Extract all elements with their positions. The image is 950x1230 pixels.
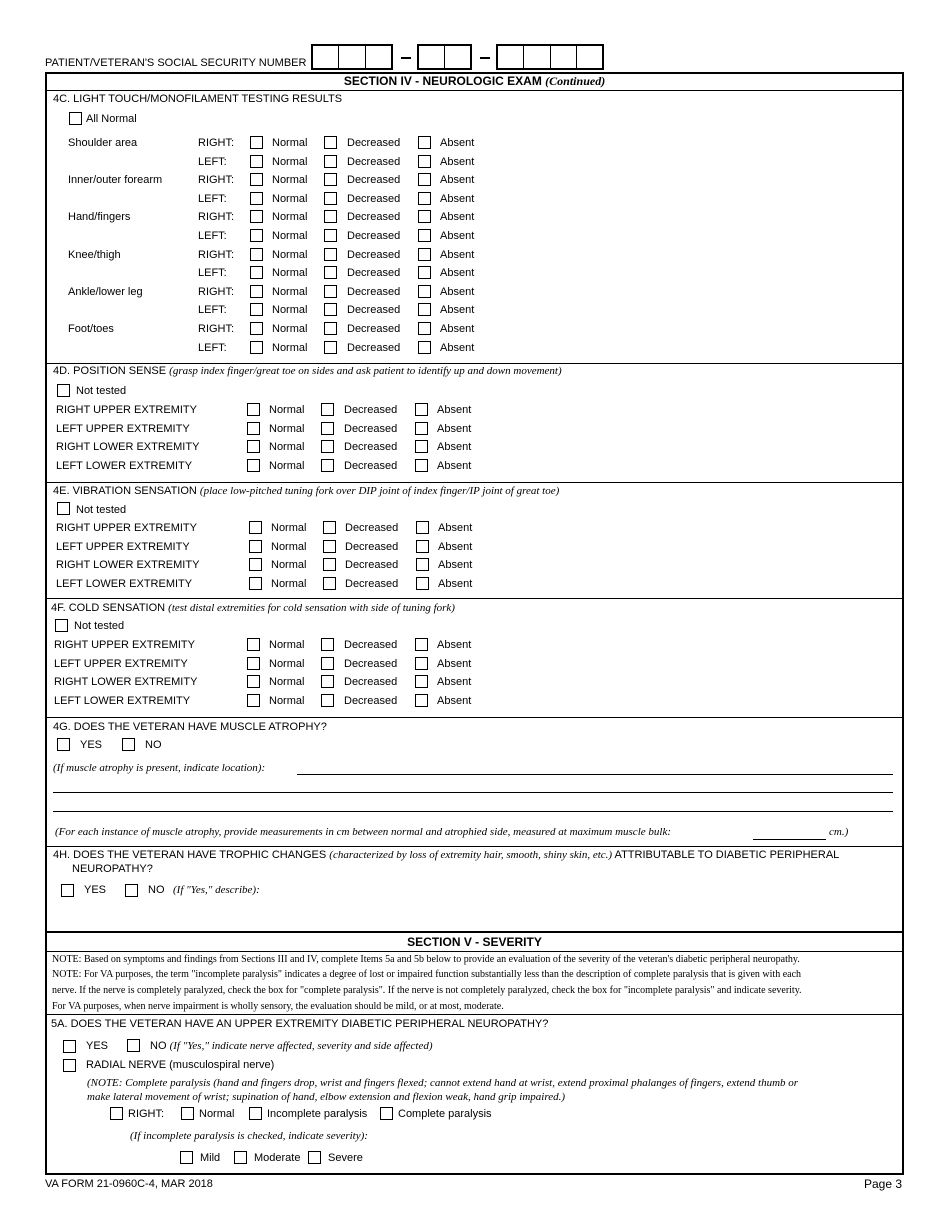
4c-area0-right-side-label: RIGHT: [198,137,235,149]
s4d-row1-decreased-checkbox[interactable] [321,422,334,435]
s4e-row3-absent-checkbox[interactable] [416,577,429,590]
severity-mild-checkbox[interactable] [180,1151,193,1164]
s4e-row1-decreased-label: Decreased [345,541,399,553]
s4e-row1-decreased-checkbox[interactable] [323,540,336,553]
4c-area5-right-decreased-checkbox[interactable] [324,322,337,335]
s4e-row1-absent-label: Absent [438,541,473,553]
4c-area3-left-normal-checkbox[interactable] [250,266,263,279]
4c-area1-left-decreased-checkbox[interactable] [324,192,337,205]
4c-area-label: Ankle/lower leg [68,286,143,298]
4c-area1-right-absent-label: Absent [440,174,475,186]
4c-area5-left-decreased-checkbox[interactable] [324,341,337,354]
section-divider [45,931,904,933]
4c-area4-right-side-label: RIGHT: [198,286,235,298]
section-v-title: SECTION V - SEVERITY [407,935,542,949]
s4d-row1-normal-checkbox[interactable] [247,422,260,435]
s4d-row2-decreased-label: Decreased [344,441,398,453]
radial-nerve-checkbox[interactable] [63,1059,76,1072]
4c-area2-right-normal-checkbox[interactable] [250,210,263,223]
severity-severe-checkbox[interactable] [308,1151,321,1164]
s4f-row0-decreased-checkbox[interactable] [321,638,334,651]
4c-area0-left-side-label: LEFT: [198,156,227,168]
4c-area4-left-decreased-label: Decreased [347,304,401,316]
severity-severe-label: Severe [328,1152,363,1164]
radial-right-incomplete-checkbox[interactable] [249,1107,262,1120]
4c-area2-right-absent-checkbox[interactable] [418,210,431,223]
4c-area4-left-normal-checkbox[interactable] [250,303,263,316]
4c-area1-left-side-label: LEFT: [198,193,227,205]
s4f-row1-decreased-checkbox[interactable] [321,657,334,670]
radial-right-complete-checkbox[interactable] [380,1107,393,1120]
ssn-part3-input[interactable] [496,44,604,70]
s4f-row1-decreased-label: Decreased [344,658,398,670]
4d-not-tested-label: Not tested [76,385,127,397]
radial-note-a: (NOTE: Complete paralysis (hand and fingers drop, wrist and fingers flexed; cannot extend hand at wrist, extend proximal phalanges of fingers, extend thumb or [87,1077,799,1089]
s4f-row1-normal-checkbox[interactable] [247,657,260,670]
radial-nerve-label: RADIAL NERVE (musculospiral nerve) [86,1059,275,1071]
4c-area5-right-decreased-label: Decreased [347,323,401,335]
4c-area5-left-side-label: LEFT: [198,342,227,354]
4c-area3-left-absent-label: Absent [440,267,475,279]
page-number: Page 3 [864,1177,903,1191]
4d-not-tested-checkbox[interactable] [57,384,70,397]
4c-area4-right-normal-checkbox[interactable] [250,285,263,298]
4g-location-input[interactable] [297,774,893,775]
4c-area5-left-absent-label: Absent [440,342,475,354]
4c-area5-left-absent-checkbox[interactable] [418,341,431,354]
s4f-row1-absent-checkbox[interactable] [415,657,428,670]
4g-no-checkbox[interactable] [122,738,135,751]
s4d-row0-absent-label: Absent [437,404,472,416]
all-normal-label: All Normal [86,113,137,125]
4c-area4-left-normal-label: Normal [272,304,308,316]
4h-title-cont: NEUROPATHY? [72,863,153,875]
4c-area4-right-decreased-label: Decreased [347,286,401,298]
s4f-row2-decreased-label: Decreased [344,676,398,688]
4g-location-input-line3[interactable] [53,811,893,812]
4c-area-label: Hand/fingers [68,211,131,223]
s4d-row3-decreased-checkbox[interactable] [321,459,334,472]
4c-area5-right-normal-label: Normal [272,323,308,335]
4c-area5-right-normal-checkbox[interactable] [250,322,263,335]
4h-title: 4H. DOES THE VETERAN HAVE TROPHIC CHANGES (characterized by loss of extremity hair, smooth, shiny skin, etc.) ATTRIBUTABLE TO DIABETIC PERIPHERAL [53,849,840,861]
radial-right-checkbox[interactable] [110,1107,123,1120]
4c-area3-right-normal-checkbox[interactable] [250,248,263,261]
4c-area3-right-absent-label: Absent [440,249,475,261]
s5-note2a: NOTE: For VA purposes, the term "incomplete paralysis" indicates a degree of lost or impaired function substantially less than the description of complete paralysis that is given with each [52,969,802,980]
4c-area-label: Knee/thigh [68,249,121,261]
4c-area4-left-absent-label: Absent [440,304,475,316]
divider [45,1014,904,1015]
4c-area5-right-absent-checkbox[interactable] [418,322,431,335]
4c-area3-right-side-label: RIGHT: [198,249,235,261]
s4d-row3-normal-label: Normal [269,460,305,472]
4c-area3-left-normal-label: Normal [272,267,308,279]
4c-area0-right-decreased-label: Decreased [347,137,401,149]
s4e-row1-normal-label: Normal [271,541,307,553]
4c-area0-right-absent-checkbox[interactable] [418,136,431,149]
4g-measure-unit: cm.) [829,826,849,838]
ssn-dash [480,57,490,59]
s4f-row3-normal-checkbox[interactable] [247,694,260,707]
4g-yes-label: YES [80,739,103,751]
radial-right-incomplete-label: Incomplete paralysis [267,1108,368,1120]
s4e-row2-decreased-label: Decreased [345,559,399,571]
s4e-row2-absent-checkbox[interactable] [416,558,429,571]
4c-area-label: Inner/outer forearm [68,174,163,186]
4c-area3-right-decreased-checkbox[interactable] [324,248,337,261]
s4e-row1-normal-checkbox[interactable] [249,540,262,553]
s4e-row-label: LEFT UPPER EXTREMITY [56,541,190,553]
5a-no-label: NO (If "Yes," indicate nerve affected, severity and side affected) [150,1040,433,1052]
4c-area1-left-normal-checkbox[interactable] [250,192,263,205]
s4f-row2-decreased-checkbox[interactable] [321,675,334,688]
s4d-row2-decreased-checkbox[interactable] [321,440,334,453]
4c-area4-right-absent-label: Absent [440,286,475,298]
radial-right-normal-label: Normal [199,1108,235,1120]
severity-mild-label: Mild [200,1152,221,1164]
s4f-row-label: LEFT LOWER EXTREMITY [54,695,191,707]
4c-area3-right-decreased-label: Decreased [347,249,401,261]
4h-yes-label: YES [84,884,107,896]
s4e-row-label: RIGHT LOWER EXTREMITY [56,559,200,571]
4g-measure-prompt: (For each instance of muscle atrophy, provide measurements in cm between normal and atrophied side, measured at maximum muscle bulk: [55,826,671,838]
4c-area2-right-absent-label: Absent [440,211,475,223]
4c-area-label: Shoulder area [68,137,138,149]
4c-area2-left-side-label: LEFT: [198,230,227,242]
4c-area3-left-decreased-checkbox[interactable] [324,266,337,279]
radial-right-complete-label: Complete paralysis [398,1108,492,1120]
4c-area1-right-normal-checkbox[interactable] [250,173,263,186]
s4e-row3-absent-label: Absent [438,578,473,590]
ssn-part2-input[interactable] [417,44,472,70]
4c-area2-left-decreased-label: Decreased [347,230,401,242]
4c-area2-right-decreased-checkbox[interactable] [324,210,337,223]
s4e-row0-normal-checkbox[interactable] [249,521,262,534]
5a-title: 5A. DOES THE VETERAN HAVE AN UPPER EXTREMITY DIABETIC PERIPHERAL NEUROPATHY? [51,1018,549,1030]
4g-location-input-line2[interactable] [53,792,893,793]
s4d-row3-normal-checkbox[interactable] [247,459,260,472]
4c-area1-right-absent-checkbox[interactable] [418,173,431,186]
4g-location-prompt: (If muscle atrophy is present, indicate location): [53,762,266,774]
s4f-row2-normal-checkbox[interactable] [247,675,260,688]
4c-area0-left-normal-checkbox[interactable] [250,155,263,168]
s4d-row-label: RIGHT LOWER EXTREMITY [56,441,200,453]
all-normal-checkbox[interactable] [69,112,82,125]
s4d-row0-normal-checkbox[interactable] [247,403,260,416]
4e-not-tested-label: Not tested [76,504,127,516]
4g-title: 4G. DOES THE VETERAN HAVE MUSCLE ATROPHY? [53,721,327,733]
ssn-label: PATIENT/VETERAN'S SOCIAL SECURITY NUMBER [45,57,307,69]
s4d-row2-normal-label: Normal [269,441,305,453]
5a-yes-checkbox[interactable] [63,1040,76,1053]
4c-area3-left-side-label: LEFT: [198,267,227,279]
4c-area1-right-side-label: RIGHT: [198,174,235,186]
s4e-row3-decreased-label: Decreased [345,578,399,590]
s4e-row0-absent-label: Absent [438,522,473,534]
4c-area5-right-side-label: RIGHT: [198,323,235,335]
4c-area1-right-decreased-label: Decreased [347,174,401,186]
4f-title: 4F. COLD SENSATION (test distal extremities for cold sensation with side of tuning fork) [51,602,455,614]
4c-area4-left-decreased-checkbox[interactable] [324,303,337,316]
4h-describe-prompt: (If "Yes," describe): [173,884,260,896]
4c-area4-left-side-label: LEFT: [198,304,227,316]
4f-not-tested-checkbox[interactable] [55,619,68,632]
4c-area4-right-decreased-checkbox[interactable] [324,285,337,298]
4c-area2-left-absent-checkbox[interactable] [418,229,431,242]
divider [45,482,904,483]
4c-area4-right-normal-label: Normal [272,286,308,298]
4c-area0-right-normal-checkbox[interactable] [250,136,263,149]
4h-no-label: NO [148,884,165,896]
s4d-row3-absent-checkbox[interactable] [415,459,428,472]
s4e-row0-decreased-checkbox[interactable] [323,521,336,534]
s4e-row-label: RIGHT UPPER EXTREMITY [56,522,197,534]
s4d-row0-decreased-label: Decreased [344,404,398,416]
s4d-row1-normal-label: Normal [269,423,305,435]
s4f-row3-decreased-checkbox[interactable] [321,694,334,707]
4c-area0-left-normal-label: Normal [272,156,308,168]
s4e-row3-decreased-checkbox[interactable] [323,577,336,590]
s4e-row3-normal-checkbox[interactable] [249,577,262,590]
s4f-row1-absent-label: Absent [437,658,472,670]
s4f-row-label: RIGHT UPPER EXTREMITY [54,639,195,651]
s4d-row0-normal-label: Normal [269,404,305,416]
s4f-row-label: RIGHT LOWER EXTREMITY [54,676,198,688]
4c-area0-left-absent-checkbox[interactable] [418,155,431,168]
4c-area5-right-absent-label: Absent [440,323,475,335]
s4e-row2-normal-label: Normal [271,559,307,571]
4c-area2-right-side-label: RIGHT: [198,211,235,223]
4c-title: 4C. LIGHT TOUCH/MONOFILAMENT TESTING RESULTS [53,93,343,105]
4c-area2-left-normal-label: Normal [272,230,308,242]
s5-note2c: For VA purposes, when nerve impairment is wholly sensory, the evaluation should be mild, or at most, moderate. [52,1001,504,1012]
5a-no-checkbox[interactable] [127,1039,140,1052]
s4f-row3-decreased-label: Decreased [344,695,398,707]
4c-area5-left-normal-label: Normal [272,342,308,354]
severity-moderate-checkbox[interactable] [234,1151,247,1164]
4c-area0-left-decreased-checkbox[interactable] [324,155,337,168]
divider [45,717,904,718]
4h-yes-checkbox[interactable] [61,884,74,897]
s4e-row2-normal-checkbox[interactable] [249,558,262,571]
4c-area0-right-normal-label: Normal [272,137,308,149]
s5-note2b: nerve. If the nerve is completely paralyzed, check the box for "complete paralysis". If the nerve is not completely paralyzed, check the box for "incomplete paralysis" and indicate severity. [52,985,802,996]
s4f-row0-decreased-label: Decreased [344,639,398,651]
radial-right-label: RIGHT: [128,1108,165,1120]
4c-area3-right-normal-label: Normal [272,249,308,261]
s5-note1: NOTE: Based on symptoms and findings from Sections III and IV, complete Items 5a and 5b below to provide an evaluation of the severity of the veteran's diabetic peripheral neuropathy. [52,954,800,965]
form-id: VA FORM 21-0960C-4, MAR 2018 [45,1178,213,1190]
s4f-row3-normal-label: Normal [269,695,305,707]
4c-area5-left-normal-checkbox[interactable] [250,341,263,354]
4c-area3-right-absent-checkbox[interactable] [418,248,431,261]
s4e-row0-absent-checkbox[interactable] [416,521,429,534]
4e-title: 4E. VIBRATION SENSATION (place low-pitched tuning fork over DIP joint of index finger/IP joint of great toe) [53,485,560,497]
4c-area2-right-normal-label: Normal [272,211,308,223]
s4e-row0-normal-label: Normal [271,522,307,534]
severity-moderate-label: Moderate [254,1152,301,1164]
4c-area2-left-normal-checkbox[interactable] [250,229,263,242]
s4f-row0-normal-label: Normal [269,639,305,651]
s4f-row2-absent-label: Absent [437,676,472,688]
severity-prompt: (If incomplete paralysis is checked, indicate severity): [130,1130,368,1142]
radial-note-b: make lateral movement of wrist; supination of hand, elbow extension and flexion weak, hand grip impaired.) [87,1091,566,1103]
s4e-row3-normal-label: Normal [271,578,307,590]
4c-area1-left-decreased-label: Decreased [347,193,401,205]
ssn-part1-input[interactable] [311,44,393,70]
4g-measure-input[interactable] [753,839,826,840]
s4d-row-label: RIGHT UPPER EXTREMITY [56,404,197,416]
4c-area1-left-normal-label: Normal [272,193,308,205]
4c-area0-left-decreased-label: Decreased [347,156,401,168]
s4f-row0-absent-label: Absent [437,639,472,651]
s4d-row3-decreased-label: Decreased [344,460,398,472]
s4f-row2-normal-label: Normal [269,676,305,688]
divider [45,90,904,91]
4c-area2-left-decreased-checkbox[interactable] [324,229,337,242]
s4f-row3-absent-label: Absent [437,695,472,707]
4c-area0-right-absent-label: Absent [440,137,475,149]
radial-right-normal-checkbox[interactable] [181,1107,194,1120]
s4d-row3-absent-label: Absent [437,460,472,472]
s4d-row1-absent-checkbox[interactable] [415,422,428,435]
section-iv-title: SECTION IV - NEUROLOGIC EXAM (Continued) [343,74,606,88]
divider [45,951,904,952]
s4d-row-label: LEFT UPPER EXTREMITY [56,423,190,435]
4e-not-tested-checkbox[interactable] [57,502,70,515]
s4f-row0-normal-checkbox[interactable] [247,638,260,651]
s4d-row1-absent-label: Absent [437,423,472,435]
s4e-row1-absent-checkbox[interactable] [416,540,429,553]
4c-area2-right-decreased-label: Decreased [347,211,401,223]
4c-area-label: Foot/toes [68,323,114,335]
s4d-row0-decreased-checkbox[interactable] [321,403,334,416]
s4e-row0-decreased-label: Decreased [345,522,399,534]
4c-area3-left-absent-checkbox[interactable] [418,266,431,279]
4c-area5-left-decreased-label: Decreased [347,342,401,354]
4c-area1-left-absent-label: Absent [440,193,475,205]
s4d-row0-absent-checkbox[interactable] [415,403,428,416]
4c-area0-right-decreased-checkbox[interactable] [324,136,337,149]
4c-area1-left-absent-checkbox[interactable] [418,192,431,205]
4g-yes-checkbox[interactable] [57,738,70,751]
4d-title: 4D. POSITION SENSE (grasp index finger/great toe on sides and ask patient to identify up and down movement) [53,365,562,377]
4f-not-tested-label: Not tested [74,620,125,632]
s4d-row2-normal-checkbox[interactable] [247,440,260,453]
s4d-row2-absent-checkbox[interactable] [415,440,428,453]
divider [45,363,904,364]
4c-area4-right-absent-checkbox[interactable] [418,285,431,298]
4c-area3-left-decreased-label: Decreased [347,267,401,279]
4c-area4-left-absent-checkbox[interactable] [418,303,431,316]
s4e-row2-decreased-checkbox[interactable] [323,558,336,571]
4c-area0-left-absent-label: Absent [440,156,475,168]
s4f-row1-normal-label: Normal [269,658,305,670]
s4f-row-label: LEFT UPPER EXTREMITY [54,658,188,670]
s4f-row0-absent-checkbox[interactable] [415,638,428,651]
divider [45,598,904,599]
s4f-row3-absent-checkbox[interactable] [415,694,428,707]
ssn-dash [401,57,411,59]
4c-area1-right-decreased-checkbox[interactable] [324,173,337,186]
s4d-row1-decreased-label: Decreased [344,423,398,435]
4h-no-checkbox[interactable] [125,884,138,897]
divider [45,846,904,847]
s4d-row2-absent-label: Absent [437,441,472,453]
s4f-row2-absent-checkbox[interactable] [415,675,428,688]
5a-yes-label: YES [86,1040,109,1052]
4c-area2-left-absent-label: Absent [440,230,475,242]
4g-no-label: NO [145,739,162,751]
s4e-row-label: LEFT LOWER EXTREMITY [56,578,193,590]
4c-area1-right-normal-label: Normal [272,174,308,186]
s4e-row2-absent-label: Absent [438,559,473,571]
s4d-row-label: LEFT LOWER EXTREMITY [56,460,193,472]
